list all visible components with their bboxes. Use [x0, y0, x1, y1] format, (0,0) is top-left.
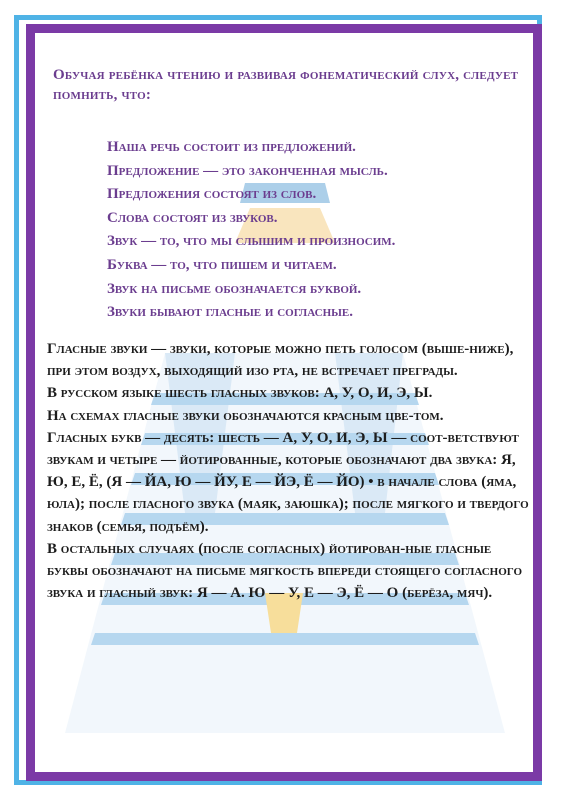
rule-item: Предложение — это законченная мысль.	[107, 162, 388, 179]
rule-item: Слова состоят из звуков.	[107, 209, 278, 226]
paragraph-schemes-color: На схемах гласные звуки обозначаются красным цве-том.	[47, 407, 444, 424]
body-text	[47, 338, 529, 604]
rules-list	[107, 136, 517, 325]
rule-item: Предложения состоят из слов.	[107, 186, 317, 203]
rule-item: Наша речь состоит из предложений.	[107, 139, 356, 155]
paragraph-six-vowels: В русском языке шесть гласных звуков: А, У, О, И, Э, Ы.	[47, 385, 433, 402]
paragraph-vowel-letters: Гласных букв — десять: шесть — А, У, О, И, Э, Ы — соот-ветствуют звукам и четыре — йотированные, которые обозначают два звука: Я, Ю, Е, Ё, (Я — ЙА, Ю — ЙУ, Е — ЙЭ, Ё — ЙО) • в начале слова (яма, юла); после гласного звука (маяк, заюшка); после мягкого и твердого знаков (семья, подъём).	[47, 429, 529, 535]
rule-item: Звук на письме обозначается буквой.	[107, 280, 362, 297]
rule-item: Буква — то, что пишем и читаем.	[107, 256, 337, 273]
rule-item: Звук — то, что мы слышим и произносим.	[107, 233, 396, 250]
page-content	[35, 33, 533, 772]
paragraph-other-cases: В остальных случаях (после согласных) йотирован-ные гласные буквы обозначают на письме мягкость впереди стоящего согласного звука и гласный звук: Я — А. Ю — У, Е — Э, Ё — О (берёза, мяч).	[47, 540, 523, 602]
intro-heading: Обучая ребёнка чтению и развивая фонематический слух, следует помнить, что:	[53, 67, 519, 103]
paragraph-vowel-sounds: Гласные звуки — звуки, которые можно петь голосом (выше-ниже), при этом воздух, выходящий изо рта, не встречает преграды.	[47, 341, 514, 380]
inner-frame	[26, 24, 542, 781]
rule-item: Звуки бывают гласные и согласные.	[107, 304, 354, 321]
